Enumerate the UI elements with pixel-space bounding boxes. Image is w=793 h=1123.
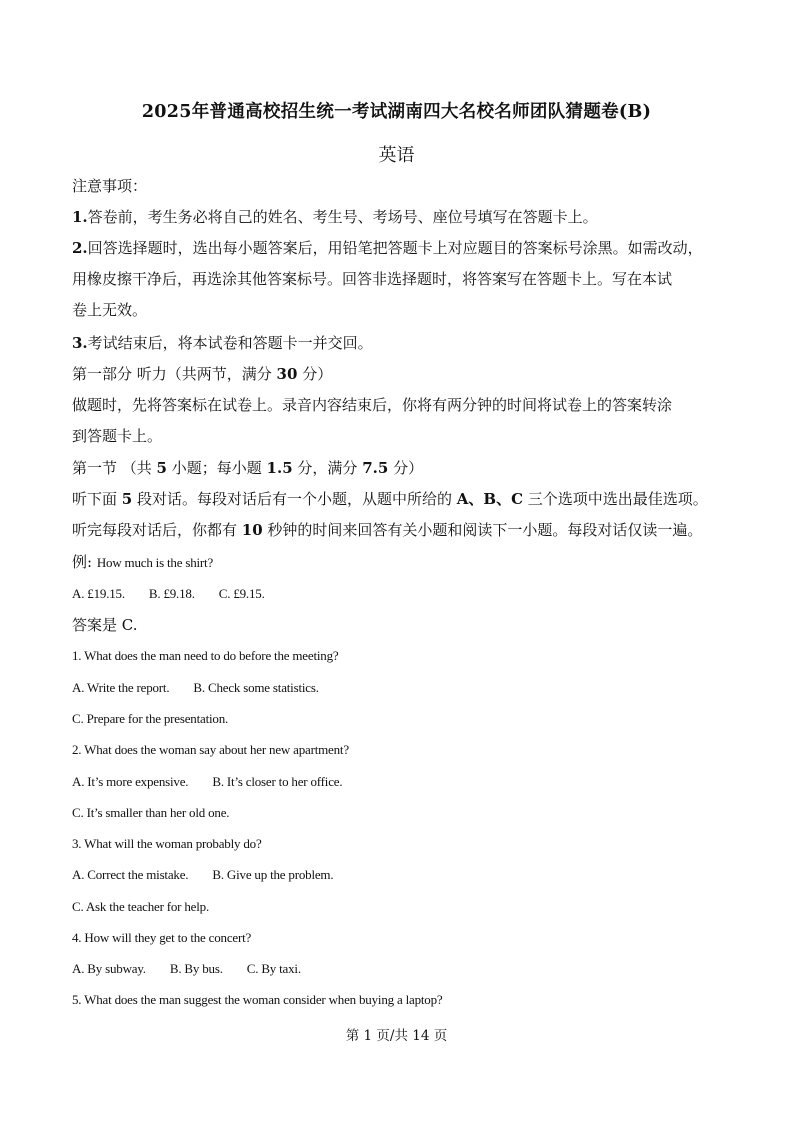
example-option-b: B. £9.18. xyxy=(148,586,195,601)
question-1-options-row-1 xyxy=(72,678,319,698)
instr1-a: 听下面 xyxy=(72,490,122,508)
instr2-num: 10 xyxy=(241,521,263,539)
section1-count: 5 xyxy=(156,459,167,477)
note-3 xyxy=(72,333,373,353)
section1-instruction-2 xyxy=(72,520,702,540)
q2-option-a: A. It’s more expensive. xyxy=(72,774,189,789)
part1-instruction-2: 到答题卡上。 xyxy=(72,427,163,445)
note-2-line-3: 卷上无效。 xyxy=(72,301,148,319)
part1-score: 30 xyxy=(276,365,298,383)
q2-option-c: C. It’s smaller than her old one. xyxy=(72,805,230,820)
section1-heading xyxy=(72,458,423,478)
section1-heading-b: 小题；每小题 xyxy=(166,459,267,477)
example-prefix: 例: xyxy=(72,553,97,571)
section1-total: 7.5 xyxy=(362,459,389,477)
q3-option-b: B. Give up the problem. xyxy=(212,867,334,882)
note-1 xyxy=(72,207,598,227)
question-4-options-row-1 xyxy=(72,959,301,979)
question-3: 3. What will the woman probably do? xyxy=(72,836,262,851)
example-question-text: How much is the shirt? xyxy=(96,555,214,570)
question-2-options-row-1 xyxy=(72,772,342,792)
instr1-b: 段对话。每段对话后有一个小题，从题中所给的 xyxy=(132,490,457,508)
instr2-b: 秒钟的时间来回答有关小题和阅读下一小题。每段对话仅读一遍。 xyxy=(262,521,703,539)
q1-option-a: A. Write the report. xyxy=(72,680,170,695)
exam-title: 2025年普通高校招生统一考试湖南四大名校名师团队猜题卷(B) xyxy=(141,102,652,122)
part1-heading xyxy=(72,364,332,384)
note-3-number: 3. xyxy=(72,334,88,352)
question-2: 2. What does the woman say about her new apartment? xyxy=(72,742,349,757)
q3-option-c: C. Ask the teacher for help. xyxy=(72,899,209,914)
q1-option-b: B. Check some statistics. xyxy=(193,680,319,695)
note-3-text: 考试结束后，将本试卷和答题卡一并交回。 xyxy=(87,334,373,352)
example-option-c: C. £9.15. xyxy=(218,586,265,601)
instr2-a: 听完每段对话后，你都有 xyxy=(72,521,242,539)
subject-title: 英语 xyxy=(378,145,415,166)
question-5: 5. What does the man suggest the woman consider when buying a laptop? xyxy=(72,992,443,1007)
part1-heading-text: 第一部分 听力（共两节，满分 xyxy=(72,365,277,383)
instr1-num: 5 xyxy=(121,490,133,508)
part1-heading-end: 分） xyxy=(297,365,333,383)
section1-heading-c: 分，满分 xyxy=(292,459,363,477)
note-2-text-1: 回答选择题时，选出每小题答案后，用铅笔把答题卡上对应题目的答案标号涂黑。如需改动， xyxy=(87,239,703,257)
q4-option-c: C. By taxi. xyxy=(246,961,301,976)
instr1-abc: A、B、C xyxy=(456,490,524,508)
note-2-line-1 xyxy=(72,238,703,258)
example-option-a: A. £19.15. xyxy=(72,586,125,601)
question-3-options-row-1 xyxy=(72,865,333,885)
q2-option-b: B. It’s closer to her office. xyxy=(212,774,343,789)
example-options xyxy=(72,584,265,604)
section1-heading-a: 第一节 （共 xyxy=(72,459,157,477)
q3-option-a: A. Correct the mistake. xyxy=(72,867,189,882)
q1-option-c: C. Prepare for the presentation. xyxy=(72,711,229,726)
question-1: 1. What does the man need to do before the meeting? xyxy=(72,648,339,663)
q4-option-a: A. By subway. xyxy=(72,961,146,976)
part1-instruction-1: 做题时，先将答案标在试卷上。录音内容结束后，你将有两分钟的时间将试卷上的答案转涂 xyxy=(72,396,673,414)
note-2-number: 2. xyxy=(72,239,88,257)
note-1-text: 答卷前，考生务必将自己的姓名、考生号、考场号、座位号填写在答题卡上。 xyxy=(87,208,598,226)
section1-instruction-1 xyxy=(72,489,708,509)
section1-each: 1.5 xyxy=(266,459,293,477)
example-question xyxy=(72,552,213,573)
section1-heading-d: 分） xyxy=(388,459,424,477)
instr1-c: 三个选项中选出最佳选项。 xyxy=(523,490,708,508)
note-2-line-2: 用橡皮擦干净后，再选涂其他答案标号。回答非选择题时，将答案写在答题卡上。写在本试 xyxy=(72,270,673,288)
page-footer: 第 1 页/共 14 页 xyxy=(345,1028,448,1044)
notes-heading: 注意事项： xyxy=(72,177,148,195)
example-answer: 答案是 C. xyxy=(72,616,138,634)
question-4: 4. How will they get to the concert? xyxy=(72,930,252,945)
q4-option-b: B. By bus. xyxy=(169,961,223,976)
note-1-number: 1. xyxy=(72,208,88,226)
